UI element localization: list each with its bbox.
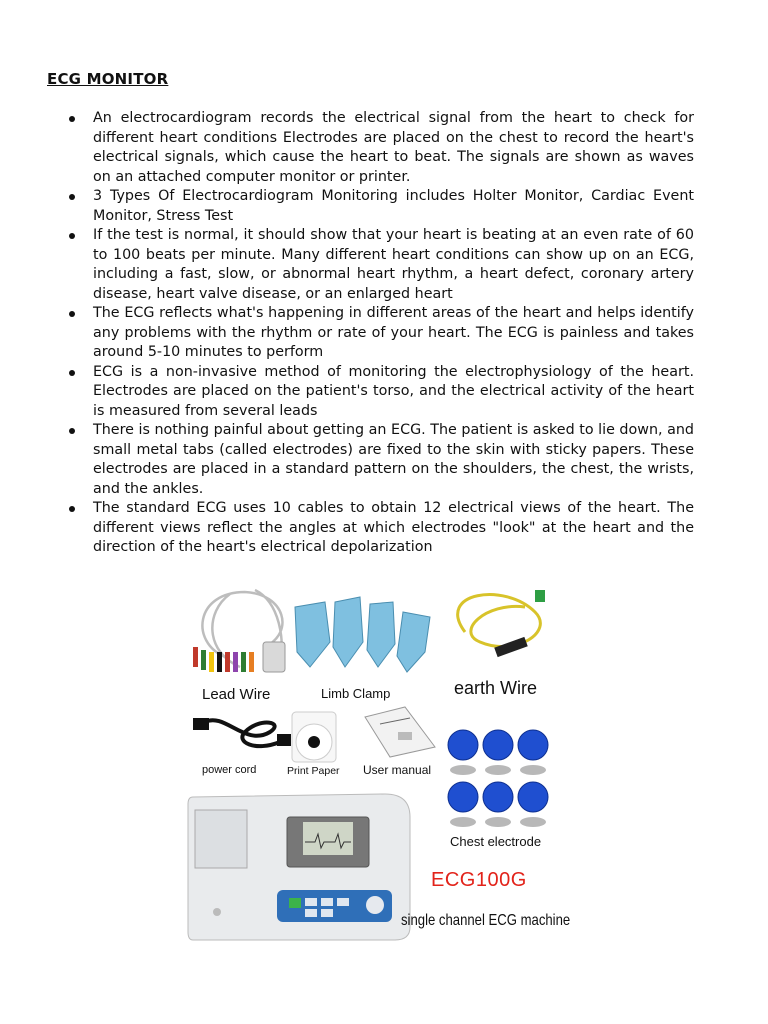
label-chest-electrode: Chest electrode [450,834,542,849]
ecg-product-image [185,572,570,946]
bullet-text: There is nothing painful about getting an ECG. The patient is asked to lie down, and small metal tabs (called electrodes) are fixed to the skin with sticky papers. These electrodes are placed in a standard pattern on the shoulders, the chest, the wrists, and the ankles. [93,422,694,497]
bullet-text: If the test is normal, it should show that your heart is beating at an even rate of 60 to 100 beats per minute. Many different heart conditions can show up on an ECG, including a fast, slow, or abnormal heart rhythm, a heart defect, coronary artery disease, heart valve disease, or an enlarged heart [93,227,694,302]
user-manual-icon [365,707,435,757]
chest-electrode-icon [448,730,548,827]
bullet-marker [69,116,75,122]
bullet-item [66,109,694,187]
earth-wire-icon [458,590,545,657]
bullet-text: The ECG reflects what's happening in different areas of the heart and helps identify any problems with the rhythm or rate of your heart. The ECG is painless and takes around 5-10 minutes to perform [93,305,694,360]
lead-wire-icon [193,590,285,672]
bullet-marker [69,506,75,512]
bullet-item [66,187,694,226]
bullet-text: ECG is a non-invasive method of monitoring the electrophysiology of the heart. Electrodes are placed on the patient's torso, and the electrical activity of the heart is measured from several leads [93,363,694,419]
bullet-item [66,499,694,558]
bullet-marker [69,428,75,434]
bullet-item [66,363,694,422]
label-power-cord: power cord [202,764,257,776]
label-user-manual: User manual [363,763,432,777]
label-lead-wire: Lead Wire [202,686,271,703]
bullet-marker [69,194,75,200]
bullet-item [66,304,694,363]
label-limb-clamp: Limb Clamp [321,686,391,701]
print-paper-icon [292,712,336,762]
bullet-marker [69,311,75,317]
bullet-text: The standard ECG uses 10 cables to obtain 12 electrical views of the heart. The different views reflect the angles at which electrodes "look" at the heart and the direction of the heart's electrical depolarization [93,500,694,555]
label-earth-wire: earth Wire [454,678,538,698]
bullet-text: An electrocardiogram records the electrical signal from the heart to check for different heart conditions Electrodes are placed on the chest to record the heart's electrical signals, which cause the heart to beat. The signals are shown as waves on an attached computer monitor or printer. [93,110,694,185]
ecg-machine-icon [188,794,410,940]
bullet-item [66,421,694,499]
bullet-item [66,226,694,304]
bullet-marker [69,370,75,376]
limb-clamp-icon [295,597,430,672]
label-print-paper: Print Paper [287,765,340,777]
bullet-marker [69,233,75,239]
power-cord-icon [193,718,291,746]
label-model-name: ECG100G [431,869,527,891]
page-heading: ECG MONITOR [47,70,169,88]
label-machine-type: single channel ECG machine [401,912,571,929]
bullet-list [66,109,694,558]
bullet-text: 3 Types Of Electrocardiogram Monitoring includes Holter Monitor, Cardiac Event Monitor, Stress Test [93,188,694,224]
